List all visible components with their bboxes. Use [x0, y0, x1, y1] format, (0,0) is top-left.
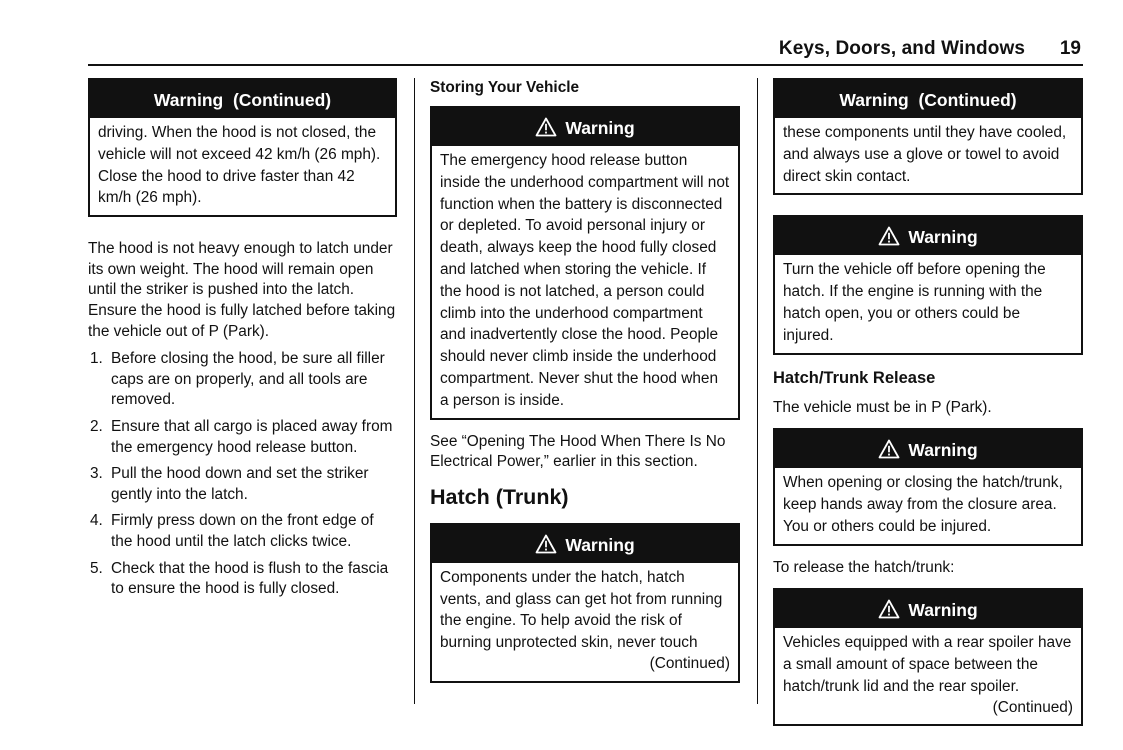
page-number: 19: [1059, 38, 1081, 59]
warning-header: [432, 108, 738, 146]
park-requirement-text: The vehicle must be in P (Park).: [773, 398, 992, 416]
column-divider: [757, 78, 758, 704]
column-2: [430, 78, 740, 705]
continued-label: (Continued): [992, 698, 1073, 716]
warning-text: The emergency hood release button inside the underhood compartment will not function when the battery is disconnected or depleted. To avoid personal injury or death, always keep the hood fully closed and latched when storing the vehicle. If the hood is not latched, a person could climb into the underhood compartment and inadvertently close the hood. People should never climb inside the underhood compartment. Never shut the hood when a person is inside.: [440, 152, 730, 409]
warning-title: Warning: [565, 118, 635, 138]
warning-box: [430, 523, 740, 683]
warning-text: When opening or closing the hatch/trunk, keep hands away from the closure area. You or others could be injured.: [783, 474, 1063, 535]
list-item: 5. Check that the hood is flush to the fascia to ensure the hood is fully closed.: [90, 559, 389, 598]
warning-title: Warning: [565, 534, 635, 555]
warning-triangle-icon: [535, 117, 557, 137]
list-item: 2. Ensure that all cargo is placed away from the emergency hood release button.: [90, 417, 393, 456]
warning-box: [773, 78, 1083, 195]
warning-body: [432, 563, 738, 681]
section-heading: Hatch (Trunk): [430, 484, 569, 509]
warning-title: Warning: [908, 600, 978, 621]
warning-box: [773, 215, 1083, 354]
warning-title: Warning (Continued): [90, 80, 395, 118]
continued-label: (Continued): [649, 654, 730, 672]
release-intro-text: To release the hatch/trunk:: [773, 558, 955, 576]
warning-title: Warning (Continued): [775, 80, 1081, 118]
warning-header: [432, 525, 738, 563]
warning-text: Vehicles equipped with a rear spoiler have a small amount of space between the hatch/trunk lid and the rear spoiler.: [783, 634, 1072, 695]
column-3: [773, 78, 1083, 748]
warning-header: [775, 217, 1081, 255]
warning-box: [773, 428, 1083, 545]
warning-triangle-icon: [535, 534, 557, 554]
warning-box: [773, 588, 1083, 726]
warning-triangle-icon: [878, 599, 900, 619]
list-item: 4. Firmly press down on the front edge of the hood until the latch clicks twice.: [90, 512, 374, 550]
storing-subheading: Storing Your Vehicle: [430, 79, 580, 96]
warning-box: [430, 106, 740, 420]
list-item: 1. Before closing the hood, be sure all filler caps are on properly, and all tools are removed.: [90, 350, 385, 409]
warning-title: Warning: [908, 227, 978, 248]
hood-latch-paragraph: The hood is not heavy enough to latch under its own weight. The hood will remain open until the striker is pushed into the latch. Ensure the hood is fully latched before taking the vehicle out of P (Park).: [88, 240, 396, 340]
warning-text: Turn the vehicle off before opening the hatch. If the engine is running with the hatch open, you or others could be injured.: [783, 261, 1046, 344]
warning-title: Warning: [908, 440, 978, 461]
warning-header: [775, 590, 1081, 628]
warning-header: [775, 430, 1081, 468]
hatch-release-subheading: Hatch/Trunk Release: [773, 368, 936, 387]
page-header: [88, 36, 1083, 66]
see-reference-text: See “Opening The Hood When There Is No Electrical Power,” earlier in this section.: [430, 432, 726, 471]
warning-text: driving. When the hood is not closed, the vehicle will not exceed 42 km/h (26 mph). Close the hood to drive faster than 42 km/h (26 mph).: [98, 124, 381, 207]
warning-box: [88, 78, 397, 217]
warning-text: these components until they have cooled, and always use a glove or towel to avoid direct skin contact.: [783, 124, 1067, 185]
column-divider: [414, 78, 415, 704]
header-title: Keys, Doors, and Windows: [778, 38, 1025, 59]
warning-text: Components under the hatch, hatch vents, and glass can get hot from running the engine. To help avoid the risk of burning unprotected skin, never touch: [440, 568, 723, 652]
warning-body: [775, 628, 1081, 724]
closing-steps-list: [88, 349, 397, 600]
warning-triangle-icon: [878, 439, 900, 459]
warning-triangle-icon: [878, 226, 900, 246]
column-1: [88, 78, 397, 606]
list-item: 3. Pull the hood down and set the striker gently into the latch.: [90, 465, 369, 503]
